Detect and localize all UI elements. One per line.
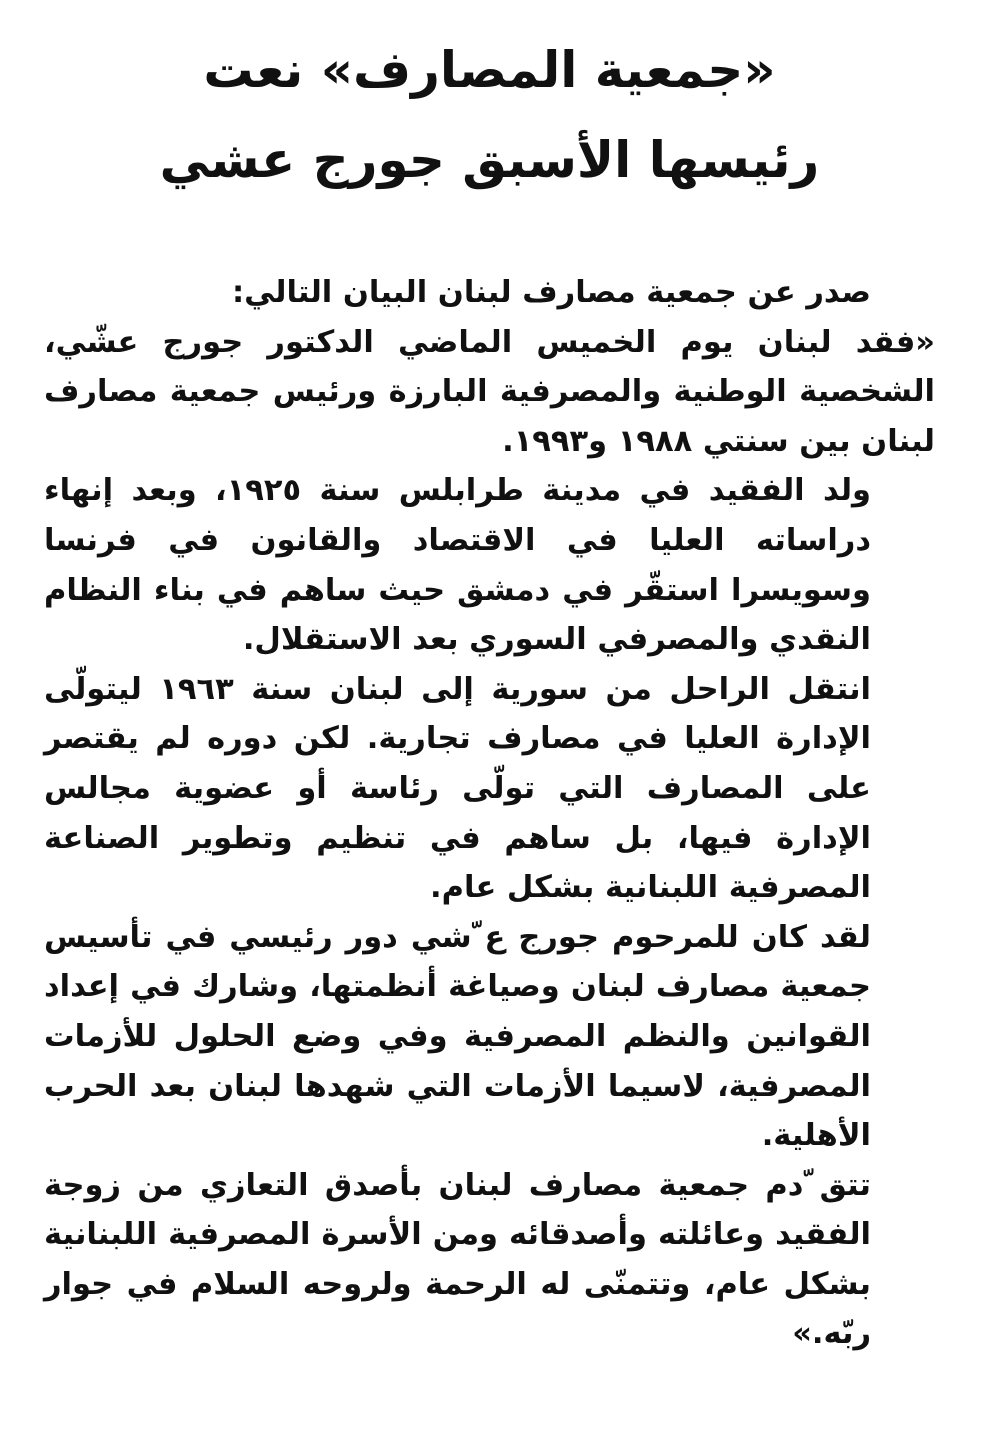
headline-line-1: «جمعية المصارف» نعت <box>203 41 776 99</box>
paragraph-intro: صدر عن جمعية مصارف لبنان البيان التالي: <box>231 275 871 310</box>
paragraph-biography: ولد الفقيد في مدينة طرابلس سنة ١٩٢٥، وبعد إنهاء دراساته العليا في الاقتصاد والقانون في فرنسا وسويسرا استقّر في دمشق حيث ساهم في بناء النظام النقدي والمصرفي السوري بعد الاستقلال. <box>44 473 871 658</box>
article-body <box>44 268 935 1359</box>
headline-line-2: رئيسها الأسبق جورج عشي <box>159 131 820 189</box>
paragraph-announcement: «فقد لبنان يوم الخميس الماضي الدكتور جورج عشّي، الشخصية الوطنية والمصرفية البارزة ورئيس جمعية مصارف لبنان بين سنتي ١٩٨٨ و١٩٩٣. <box>44 324 935 459</box>
paragraph-condolences: تتق ّدم جمعية مصارف لبنان بأصدق التعازي من زوجة الفقيد وعائلته وأصدقائه ومن الأسرة المصرفية اللبنانية بشكل عام، وتتمنّى له الرحمة ولروحه السلام في جوار ربّه.» <box>44 1167 871 1352</box>
paragraph-role: لقد كان للمرحوم جورج ع ّشي دور رئيسي في تأسيس جمعية مصارف لبنان وصياغة أنظمتها، وشارك في إعداد القوانين والنظم المصرفية وفي وضع الحلول للأزمات المصرفية، لاسيما الأزمات التي شهدها لبنان بعد الحرب الأهلية. <box>44 919 871 1154</box>
headline <box>44 28 935 202</box>
paragraph-career: انتقل الراحل من سورية إلى لبنان سنة ١٩٦٣ ليتولّى الإدارة العليا في مصارف تجارية. لكن دوره لم يقتصر على المصارف التي تولّى رئاسة أو عضوية مجالس الإدارة فيها، بل ساهم في تنظيم وتطوير الصناعة المصرفية اللبنانية بشكل عام. <box>44 671 871 906</box>
